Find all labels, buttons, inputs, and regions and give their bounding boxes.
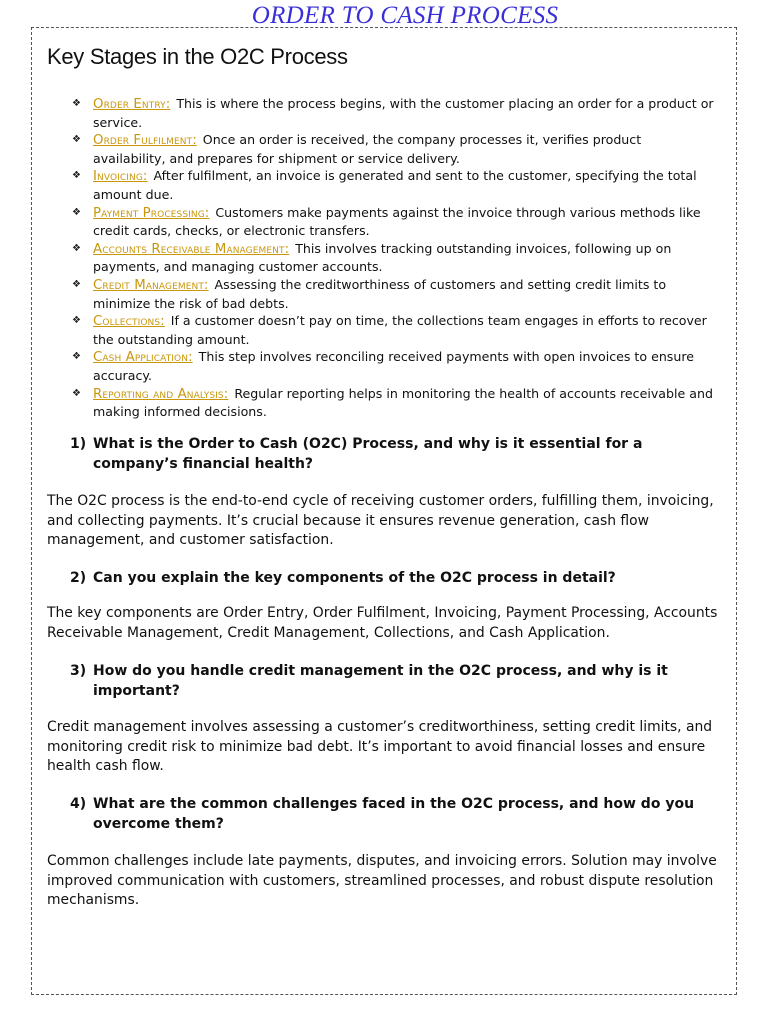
list-item bbox=[72, 276, 717, 312]
stage-description: This involves tracking outstanding invoices, following up on payments, and managing customer accounts. bbox=[93, 240, 672, 275]
answer-1: The O2C process is the end-to-end cycle of receiving customer orders, fulfilling them, invoicing, and collecting payments. It’s crucial because it ensures revenue generation, cash flow management, and customer satisfaction. bbox=[47, 493, 714, 548]
question-number: 3) bbox=[70, 663, 87, 679]
question-1 bbox=[70, 434, 720, 474]
diamond-bullet-icon: ❖ bbox=[72, 315, 81, 327]
list-item bbox=[72, 95, 717, 131]
stage-name: Payment Processing: bbox=[93, 205, 210, 221]
list-item bbox=[72, 131, 717, 167]
stages-list bbox=[72, 95, 717, 421]
stage-description: This is where the process begins, with the customer placing an order for a product or service. bbox=[93, 96, 714, 130]
stage-description: If a customer doesn’t pay on time, the collections team engages in efforts to recover the outstanding amount. bbox=[93, 313, 707, 347]
stage-name: Reporting and Analysis: bbox=[93, 386, 229, 402]
stage-description: Assessing the creditworthiness of customers and setting credit limits to minimize the risk of bad debts. bbox=[93, 276, 667, 311]
stage-name: Credit Management: bbox=[93, 277, 209, 293]
answer-2: The key components are Order Entry, Order Fulfilment, Invoicing, Payment Processing, Accounts Receivable Management, Credit Management, Collections, and Cash Application. bbox=[47, 605, 718, 641]
diamond-bullet-icon: ❖ bbox=[72, 170, 81, 182]
stage-description: After fulfilment, an invoice is generated and sent to the customer, specifying the total amount due. bbox=[93, 168, 697, 202]
document-title: ORDER TO CASH PROCESS bbox=[251, 2, 559, 29]
section-heading: Key Stages in the O2C Process bbox=[47, 44, 348, 69]
question-2 bbox=[70, 568, 720, 588]
stage-description: Once an order is received, the company processes it, verifies product availability, and prepares for shipment or service delivery. bbox=[93, 132, 642, 166]
list-item bbox=[72, 348, 717, 384]
diamond-bullet-icon: ❖ bbox=[72, 242, 81, 254]
stage-name: Order Entry: bbox=[93, 97, 171, 112]
answer-3: Credit management involves assessing a customer’s creditworthiness, setting credit limits, and monitoring credit risk to minimize bad debt. It’s important to avoid financial losses and ensure health cash flow. bbox=[47, 719, 713, 774]
stage-name: Order Fulfilment: bbox=[93, 133, 197, 149]
question-text: How do you handle credit management in the O2C process, and why is it important? bbox=[93, 663, 668, 699]
question-4 bbox=[70, 794, 720, 834]
question-number: 1) bbox=[70, 436, 87, 452]
diamond-bullet-icon: ❖ bbox=[72, 206, 81, 218]
list-item bbox=[72, 204, 717, 240]
list-item bbox=[72, 312, 717, 348]
stage-description: This step involves reconciling received payments with open invoices to ensure accuracy. bbox=[93, 349, 694, 383]
diamond-bullet-icon: ❖ bbox=[72, 278, 81, 290]
list-item bbox=[72, 167, 717, 203]
diamond-bullet-icon: ❖ bbox=[72, 387, 81, 399]
stage-name: Accounts Receivable Management: bbox=[93, 241, 290, 257]
list-item bbox=[72, 240, 717, 276]
list-item bbox=[72, 385, 717, 421]
question-3 bbox=[70, 661, 720, 701]
diamond-bullet-icon: ❖ bbox=[72, 98, 81, 109]
question-text: What is the Order to Cash (O2C) Process, and why is it essential for a company’s financial health? bbox=[93, 436, 643, 472]
diamond-bullet-icon: ❖ bbox=[72, 351, 81, 363]
stage-name: Invoicing: bbox=[93, 169, 148, 185]
stage-name: Collections: bbox=[93, 314, 165, 330]
stage-description: Regular reporting helps in monitoring the health of accounts receivable and making informed decisions. bbox=[93, 385, 713, 420]
diamond-bullet-icon: ❖ bbox=[72, 134, 81, 146]
stage-description: Customers make payments against the invoice through various methods like credit cards, checks, or electronic transfers. bbox=[93, 204, 701, 239]
question-text: What are the common challenges faced in the O2C process, and how do you overcome them? bbox=[93, 796, 695, 832]
stage-name: Cash Application: bbox=[93, 350, 193, 366]
question-number: 2) bbox=[70, 570, 87, 586]
answer-4: Common challenges include late payments, disputes, and invoicing errors. Solution may involve improved communication with customers, streamlined processes, and robust dispute resolution mechanisms. bbox=[47, 853, 717, 908]
question-number: 4) bbox=[70, 796, 87, 812]
question-text: Can you explain the key components of the O2C process in detail? bbox=[93, 570, 616, 586]
